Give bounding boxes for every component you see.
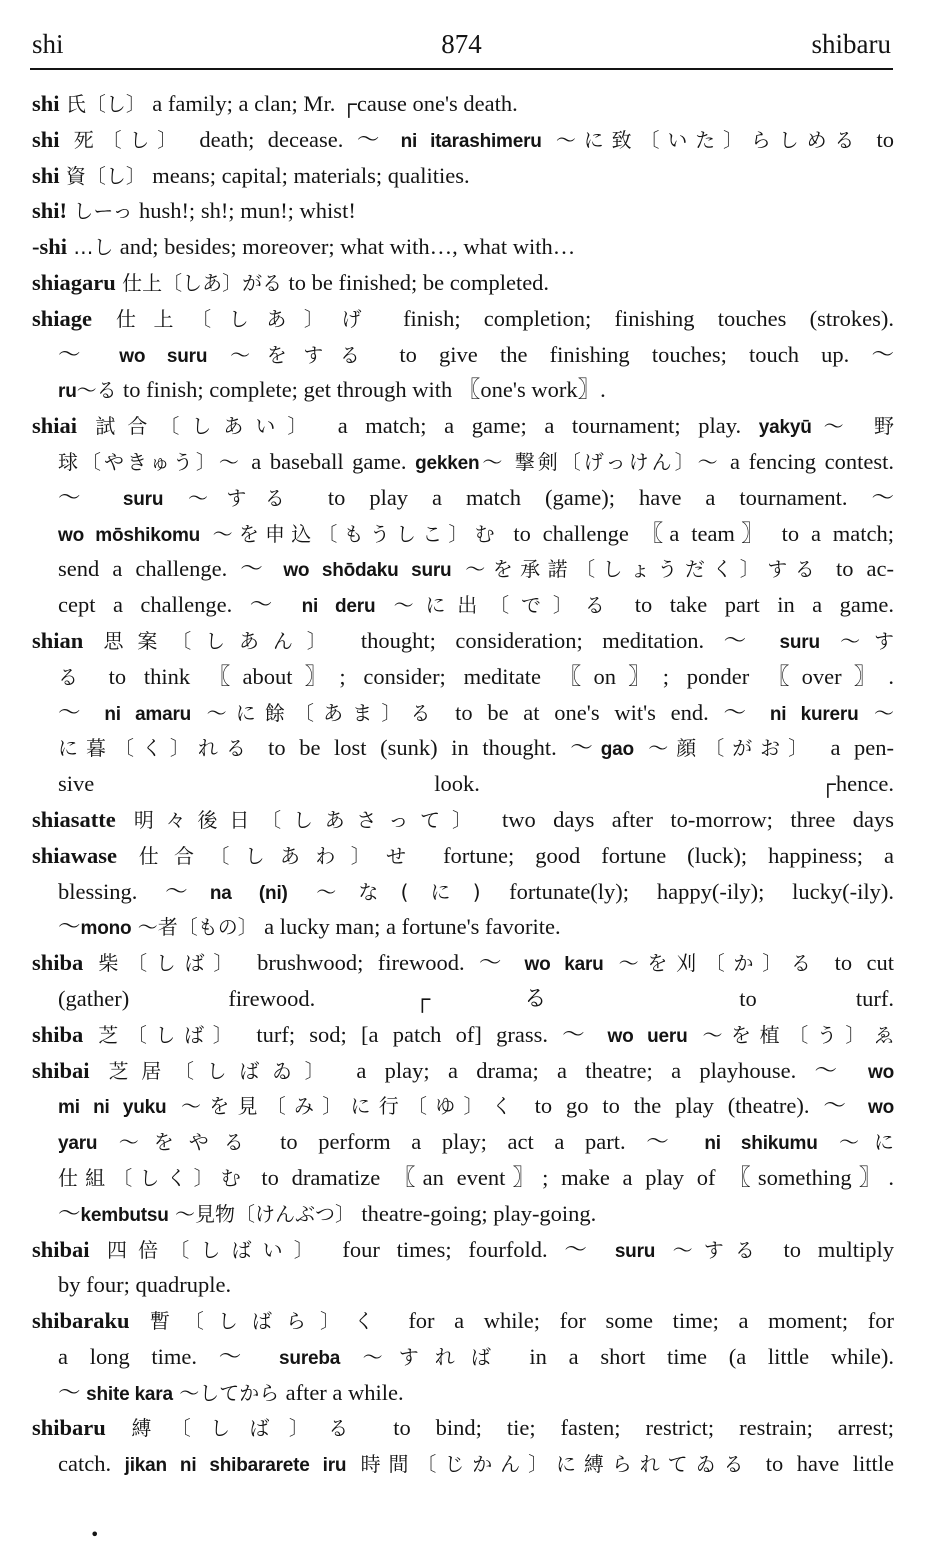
romaji-phrase: yaru — [58, 1133, 98, 1155]
romaji-phrase: ni itarashimeru — [400, 130, 542, 152]
headword: shiawase — [32, 842, 118, 868]
definition-text: sive look. — [58, 771, 480, 797]
definition-text: blessing. ～ — [58, 878, 210, 904]
definition-text: to perform a play; act a part. ～ — [280, 1129, 705, 1155]
romaji-phrase: wo suru — [119, 345, 208, 367]
entry-line — [32, 1303, 894, 1339]
entry-line — [32, 1446, 894, 1482]
japanese-text: ～に出〔で〕る — [375, 593, 635, 618]
entry-line — [32, 444, 894, 480]
definition-text: finish; completion; finishing touches (strokes). — [403, 305, 894, 331]
entry-line — [32, 1124, 894, 1160]
japanese-text: ～な(に) — [287, 879, 510, 904]
romaji-phrase: ru — [58, 381, 77, 403]
definition-text: means; capital; materials; qualities. — [152, 162, 470, 188]
headword: shiai — [32, 413, 78, 439]
romaji-phrase: kembutsu — [80, 1204, 169, 1226]
japanese-text: ～顔〔がお〕 — [633, 736, 831, 761]
entry-line — [32, 265, 894, 301]
japanese-text: 時間〔じかん〕に縛られてゐる — [346, 1452, 766, 1477]
definition-text: ┌hence. — [479, 771, 894, 797]
romaji-phrase: jikan ni shibararete iru — [124, 1455, 347, 1477]
definition-text: to give the finishing touches; touch up. ～ — [399, 341, 894, 367]
definition-text: by four; quadruple. — [58, 1272, 232, 1298]
romaji-phrase: na (ni) — [209, 882, 288, 904]
definition-text: in a short time (a little while). — [529, 1343, 894, 1369]
romaji-phrase: sureba — [279, 1347, 341, 1369]
japanese-text: 縛〔しば〕る — [105, 1416, 394, 1441]
definition-text: turf; sod; [a patch of] grass. ～ — [256, 1021, 608, 1047]
entry-line — [32, 480, 894, 516]
definition-text: death; decease. ～ — [199, 126, 401, 152]
definition-text: ┌cause one's death. — [335, 91, 518, 116]
entry-line — [32, 766, 894, 802]
romaji-phrase: shite kara — [86, 1383, 173, 1405]
japanese-text: 明々後日〔しあさって〕 — [115, 807, 502, 832]
japanese-text: ～を承諾〔しょうだく〕する — [451, 557, 836, 582]
definition-text: ～ — [58, 341, 120, 367]
definition-text: to play a match (game); have a tournament. ～ — [327, 484, 895, 510]
headword: -shi — [32, 234, 68, 260]
romaji-phrase: suru — [779, 631, 820, 653]
japanese-text: 暫〔しばら〕く — [129, 1309, 409, 1334]
japanese-text: 死〔し〕 — [59, 127, 200, 152]
japanese-text: ～す — [819, 628, 895, 653]
japanese-text: 仕合〔しあわ〕せ — [117, 843, 444, 868]
japanese-text: 氏〔し〕 — [59, 92, 153, 116]
romaji-phrase: wo karu — [524, 954, 604, 976]
japanese-text: ～を申込〔もうしこ〕む — [200, 521, 514, 546]
definition-text: to take part in a game. — [634, 592, 894, 618]
entry-line — [32, 1196, 894, 1232]
entry-line — [32, 516, 894, 552]
entry-line — [32, 1053, 894, 1089]
entry-line — [32, 301, 894, 337]
definition-text: to dramatize 〖an event〗; make a play of 〖something〗. — [261, 1164, 894, 1190]
romaji-phrase: ni shikumu — [704, 1133, 818, 1155]
headword: shibaraku — [32, 1308, 130, 1334]
japanese-text: ～する — [655, 1237, 784, 1262]
entry-line — [32, 1160, 894, 1196]
japanese-text: 仕組〔しく〕む — [58, 1165, 262, 1190]
entry-line — [32, 1232, 894, 1268]
headword: shi! — [32, 198, 68, 224]
definition-text: (gather) firewood. — [58, 985, 316, 1011]
entry-line — [32, 158, 894, 194]
headword: shiba — [32, 950, 84, 976]
entry-line — [32, 587, 894, 623]
definition-text: a play; a drama; a theatre; a playhouse. ～ — [356, 1057, 868, 1083]
romaji-phrase: wo ueru — [607, 1025, 688, 1047]
japanese-text: ～ 撃剣〔げっけん〕～ — [479, 449, 730, 474]
japanese-text: ～してから — [172, 1380, 286, 1405]
definition-text: and; besides; moreover; what with…, what with… — [119, 234, 576, 260]
definition-text: to challenge 〖a team〗 to a match; — [513, 520, 894, 546]
definition-text: to have little — [765, 1451, 895, 1477]
definition-text: two days after to-morrow; three days — [501, 806, 894, 832]
guide-word-right: shibaru — [811, 29, 891, 59]
japanese-text: ～ 野 — [811, 414, 895, 439]
definition-text: ～ — [58, 1379, 87, 1405]
romaji-phrase: wo shōdaku suru — [283, 560, 452, 582]
entry-line — [32, 623, 894, 659]
definition-text: ～ — [58, 914, 81, 940]
entry-line — [32, 1410, 894, 1446]
headword: shibaru — [32, 1415, 106, 1441]
romaji-phrase: wo — [868, 1097, 894, 1119]
definition-text: to go to the play (theatre). ～ — [534, 1093, 868, 1119]
entry-line — [32, 802, 894, 838]
definition-text: send a challenge. ～ — [58, 556, 284, 582]
definition-text: a lucky man; a fortune's favorite. — [264, 914, 561, 940]
entry-line — [32, 874, 894, 910]
japanese-text: ～を見〔み〕に行〔ゆ〕く — [166, 1094, 535, 1119]
japanese-text: 球〔やきゅう〕～ — [58, 449, 252, 474]
entry-line — [32, 229, 894, 265]
japanese-text: ～ — [858, 700, 894, 725]
romaji-phrase: mono — [80, 918, 132, 940]
definition-text: after a while. — [285, 1379, 404, 1405]
romaji-phrase: yakyū — [758, 417, 812, 439]
guide-word-left: shi — [32, 29, 64, 59]
definition-text: a long time. ～ — [58, 1343, 280, 1369]
japanese-text: ～に — [817, 1130, 895, 1155]
japanese-text: 思案〔しあん〕 — [83, 628, 361, 653]
entry-line — [32, 981, 894, 1017]
definition-text: a family; a clan; Mr. — [152, 91, 336, 116]
definition-text: theatre-going; play-going. — [361, 1200, 597, 1226]
japanese-text: しーっ — [67, 199, 139, 224]
definition-text: ～ — [58, 699, 105, 725]
headword: shiba — [32, 1021, 84, 1047]
definition-text: ┌る to turf. — [315, 985, 894, 1011]
japanese-text: …し — [67, 235, 120, 260]
romaji-phrase: suru — [122, 488, 164, 510]
japanese-text: 柴〔しば〕 — [83, 951, 258, 976]
entry-line — [32, 909, 894, 945]
definition-text: to cut — [834, 950, 894, 976]
dictionary-body — [32, 86, 894, 1482]
romaji-phrase: mi ni yuku — [58, 1097, 167, 1119]
japanese-text: ～をやる — [97, 1130, 281, 1155]
entry-line — [32, 193, 894, 229]
definition-text: a fencing contest. — [729, 448, 895, 474]
definition-text: ～ — [58, 484, 123, 510]
headword: shi — [32, 126, 60, 152]
entry-line — [32, 372, 894, 408]
japanese-text: ～者〔もの〕 — [131, 915, 265, 940]
entry-line — [32, 1375, 894, 1411]
entry-line — [32, 659, 894, 695]
romaji-phrase: wo — [868, 1061, 894, 1083]
entry-line — [32, 1267, 894, 1303]
definition-text: a baseball game. — [251, 448, 416, 474]
entry-line — [32, 1088, 894, 1124]
japanese-text: 芝居〔しばゐ〕 — [89, 1058, 357, 1083]
definition-text: brushwood; firewood. ～ — [257, 950, 525, 976]
entry-line — [32, 730, 894, 766]
definition-text: to be finished; be completed. — [288, 269, 550, 295]
entry-line — [32, 551, 894, 587]
japanese-text: ～する — [163, 485, 328, 510]
japanese-text: ～に致〔いた〕らしめる — [541, 127, 877, 152]
definition-text: four times; fourfold. ～ — [342, 1236, 615, 1262]
japanese-text: ～すれば — [340, 1344, 530, 1369]
entry-line — [32, 408, 894, 444]
definition-text: fortune; good fortune (luck); happiness; a — [443, 842, 894, 868]
japanese-text: 芝〔しば〕 — [83, 1022, 257, 1047]
japanese-text: ～見物〔けんぶつ〕 — [168, 1201, 362, 1226]
definition-text: to finish; complete; get through with 〖one's work〗. — [122, 377, 606, 403]
japanese-text: 資〔し〕 — [59, 163, 153, 188]
romaji-phrase: gao — [600, 739, 634, 761]
footer-mark: • — [90, 1525, 100, 1544]
definition-text: to be at one's wit's end. ～ — [455, 699, 770, 725]
romaji-phrase: ni amaru — [104, 703, 192, 725]
japanese-text: に暮〔く〕れる — [58, 736, 269, 761]
headword: shi — [32, 162, 60, 188]
entry-line — [32, 1017, 894, 1053]
entry-line — [32, 1339, 894, 1375]
romaji-phrase: gekken — [415, 452, 480, 474]
romaji-phrase: suru — [614, 1240, 656, 1262]
definition-text: to ac- — [835, 556, 894, 582]
japanese-text: ～を刈〔か〕る — [603, 951, 835, 976]
japanese-text: 仕上〔しあ〕がる — [115, 270, 289, 295]
entry-line — [32, 337, 894, 373]
definition-text: a match; a game; a tournament; play. — [337, 413, 759, 439]
headword: shi — [32, 91, 60, 116]
definition-text: fortunate(ly); happy(-ily); lucky(-ily). — [509, 878, 894, 904]
headword: shiasatte — [32, 806, 116, 832]
definition-text: catch. — [58, 1451, 125, 1477]
definition-text: to — [876, 126, 894, 152]
headword: shibai — [32, 1236, 90, 1262]
definition-text: cept a challenge. ～ — [58, 592, 302, 618]
entry-line — [32, 838, 894, 874]
headword: shibai — [32, 1057, 90, 1083]
headword: shiagaru — [32, 269, 116, 295]
running-head — [30, 22, 893, 70]
entry-line — [32, 86, 894, 122]
definition-text: to bind; tie; fasten; restrict; restrain; arrest; — [393, 1415, 894, 1441]
headword: shian — [32, 627, 84, 653]
definition-text: ～ — [58, 1200, 81, 1226]
definition-text: to be lost (sunk) in thought. ～ — [268, 735, 601, 761]
romaji-phrase: ni kureru — [769, 703, 859, 725]
japanese-text: ～をする — [207, 342, 400, 367]
romaji-phrase: ni deru — [301, 596, 376, 618]
japanese-text: ～に餘〔あま〕る — [191, 700, 456, 725]
definition-text: to multiply — [783, 1236, 895, 1262]
definition-text: for a while; for some time; a moment; for — [408, 1308, 894, 1334]
page-number: 874 — [441, 29, 482, 59]
headword: shiage — [32, 305, 93, 331]
japanese-text: 四倍〔しばい〕 — [89, 1237, 343, 1262]
japanese-text: 試合〔しあい〕 — [77, 414, 338, 439]
japanese-text: 仕上〔しあ〕げ — [92, 306, 404, 331]
entry-line — [32, 695, 894, 731]
definition-text: to think 〖about〗; consider; meditate 〖on〗; ponder 〖over〗. — [108, 663, 894, 689]
japanese-text: ～を植〔う〕ゑ — [687, 1022, 894, 1047]
entry-line — [32, 122, 894, 158]
entry-line — [32, 945, 894, 981]
japanese-text: ～る — [76, 378, 123, 403]
definition-text: hush!; sh!; mun!; whist! — [138, 198, 356, 224]
romaji-phrase: wo mōshikomu — [58, 524, 201, 546]
definition-text: thought; consideration; meditation. ～ — [360, 627, 780, 653]
definition-text: a pen- — [830, 735, 895, 761]
japanese-text: る — [58, 664, 109, 689]
